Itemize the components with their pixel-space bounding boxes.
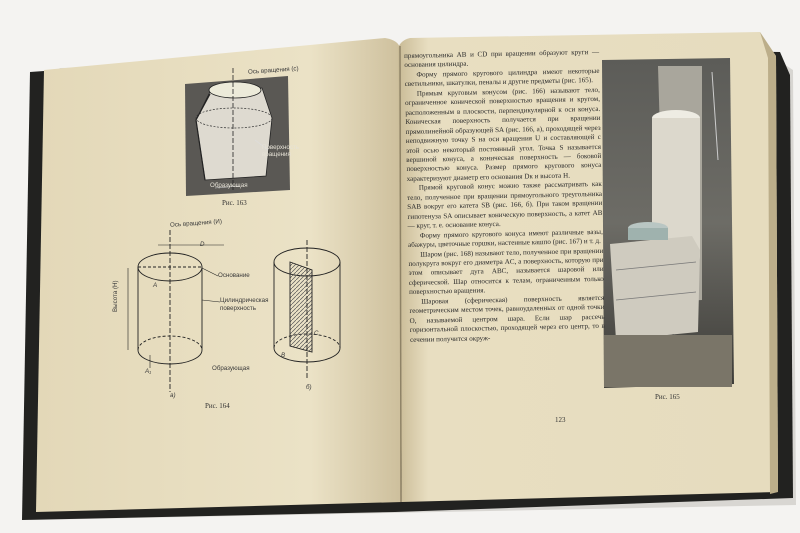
spine-fold: [400, 46, 401, 502]
fig163-generatrix-label: Образующая: [210, 182, 248, 189]
fig165-caption: Рис. 165: [655, 393, 680, 401]
fig163-axis-label: Ось вращения (с): [247, 65, 299, 76]
fig164-axis-label: Ось вращения (И): [169, 218, 223, 229]
paragraph: Прямой круговой конус можно также рассматривать как тело, полученное при вращении прямоугольного треугольника SAB вокруг его катета SB (рис. 166, б). При таком вращении гипотенуза SA описывает коническую поверхность, а катет AB — круг, т. е. основание конуса.: [406, 180, 603, 231]
fig164-generatrix-label: Образующая: [212, 365, 250, 372]
paragraph: Форму прямого кругового конуса имеют различные вазы, абажуры, цветочные горшки, настенные кашпо (рис. 167) и т. д.: [407, 227, 603, 250]
paragraph: Шаровая (сферическая) поверхность является геометрическим местом точек, равноудаленных от одной точки O, называемой центром шара. Если шар рассечь горизонтальной плоскостью, проходящей через его центр, то в сечении получится окруж-: [409, 293, 605, 344]
paragraph: прямоугольника AB и CD при вращении образуют круги — основания цилиндра.: [404, 47, 600, 70]
fig164-point-a: A: [153, 282, 158, 289]
fig164-sub-b: б): [306, 384, 312, 391]
fig164-point-b: B: [281, 352, 286, 359]
page-text: [404, 48, 605, 345]
fig163-surface-label: Поверхность вращения: [262, 144, 300, 158]
fig164-point-a1: A₁: [145, 368, 152, 375]
fig164-base-label: Основание: [218, 272, 250, 279]
fig163-caption: Рис. 163: [222, 199, 247, 207]
fig164-caption: Рис. 164: [205, 402, 230, 410]
figure-163: [185, 68, 290, 196]
fig164-point-c: C: [314, 330, 319, 337]
page-number: 123: [555, 416, 566, 424]
fig164-d-label: D: [200, 241, 205, 248]
fig164-surface-label: Цилиндрическая поверхность: [220, 297, 269, 312]
paragraph: Форму прямого кругового цилиндра имеют некоторые светильники, шкатулки, пеналы и другие предметы (рис. 165).: [404, 66, 600, 89]
fig164-height-label: Высота (Н): [112, 280, 119, 312]
paragraph: Шаром (рис. 168) называют тело, полученное при вращении полукруга вокруг его диаметра AC, а поверхность, которую при этом описывает дуга ABC, называется шаровой или сферической. Шар относится к телам, ограниченным только поверхностью вращения.: [408, 246, 604, 297]
paragraph: Прямым круговым конусом (рис. 166) называют тело, ограниченное конической поверхностью вращения и кругом, расположенным в плоскости, перпендикулярной к оси конуса. Коническая поверхность получается при вращении прямолинейной образующей SA (рис. 166, а), проходящей через неподвижную точку S на оси вращения U и составляющей с этой осью некоторый постоянный угол. Точка S называется вершиной конуса, а коническая поверхность — боковой поверхностью конуса. Размер прямого кругового конуса характеризуют диаметр его основания Dк и высота H.: [404, 85, 602, 183]
fig164-sub-a: а): [170, 392, 176, 399]
figure-165-photo: [602, 58, 734, 388]
